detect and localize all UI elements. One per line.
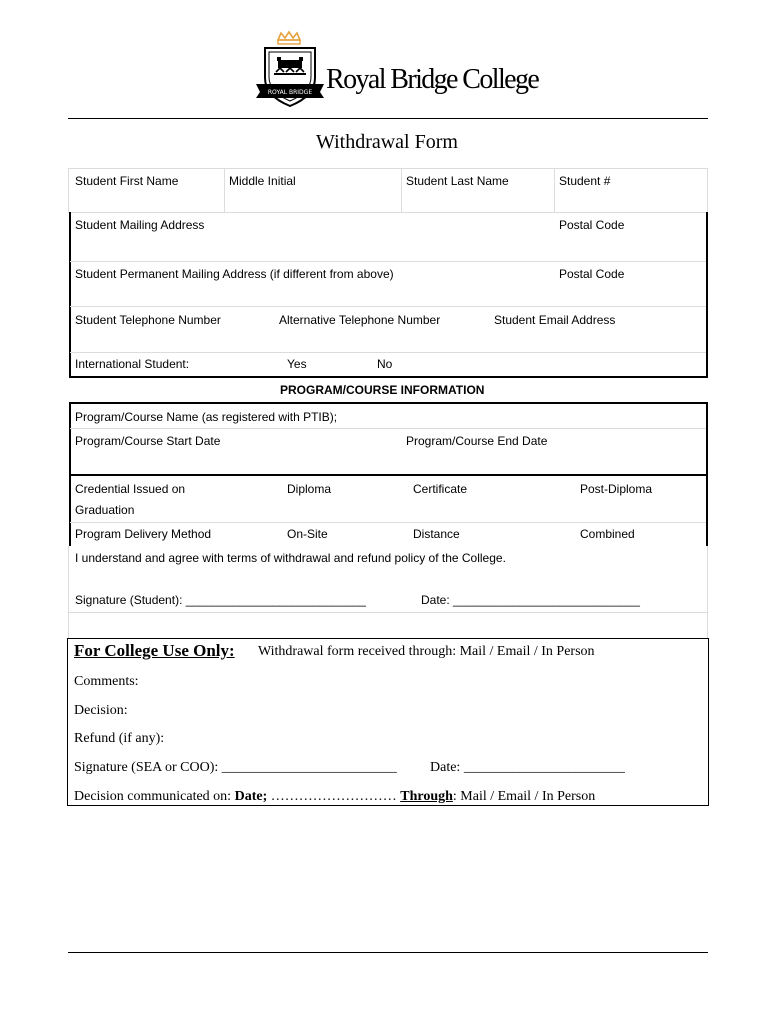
postal-code-label-2: Postal Code — [559, 267, 625, 281]
credential-label-line2: Graduation — [75, 503, 135, 517]
college-name: Royal Bridge College — [326, 64, 539, 95]
top-rule — [68, 118, 708, 119]
credential-certificate-option[interactable]: Certificate — [413, 482, 468, 496]
postal-code-label-1: Postal Code — [559, 218, 625, 232]
course-end-date-label: Program/Course End Date — [406, 434, 548, 448]
communicated-date-label: Date; — [234, 789, 268, 804]
delivery-combined-option[interactable]: Combined — [580, 527, 635, 541]
crest-icon — [250, 30, 330, 110]
course-name-label: Program/Course Name (as registered with PTIB); — [75, 410, 338, 424]
course-start-date-label: Program/Course Start Date — [75, 434, 221, 448]
credential-post-diploma-option[interactable]: Post-Diploma — [580, 482, 653, 496]
alt-telephone-label: Alternative Telephone Number — [279, 313, 441, 327]
communicated-date-dots[interactable]: ……………………… — [270, 789, 397, 804]
international-yes-option[interactable]: Yes — [287, 357, 307, 371]
student-signature-date-field[interactable]: Date: ____________________________ — [421, 593, 640, 607]
through-label: Through — [400, 789, 453, 804]
credential-label-line1: Credential Issued on — [75, 482, 186, 496]
email-label: Student Email Address — [494, 313, 616, 327]
communicated-label: Decision communicated on: — [74, 789, 232, 804]
comments-label: Comments: — [74, 674, 139, 689]
logo-ribbon-text: ROYAL BRIDGE — [267, 89, 313, 96]
student-number-label: Student # — [559, 174, 611, 188]
officer-signature-field[interactable]: Signature (SEA or COO): _________________________ — [74, 760, 397, 775]
international-student-label: International Student: — [75, 357, 190, 371]
college-logo — [250, 30, 330, 110]
mailing-address-label: Student Mailing Address — [75, 218, 205, 232]
received-through-text: Withdrawal form received through: Mail / Email / In Person — [258, 644, 595, 659]
refund-label: Refund (if any): — [74, 731, 165, 746]
permanent-address-label: Student Permanent Mailing Address (if different from above) — [75, 267, 394, 281]
telephone-label: Student Telephone Number — [75, 313, 221, 327]
program-section-heading: PROGRAM/COURSE INFORMATION — [280, 383, 485, 397]
form-title: Withdrawal Form — [316, 131, 458, 153]
agreement-statement: I understand and agree with terms of withdrawal and refund policy of the College. — [75, 551, 506, 565]
credential-diploma-option[interactable]: Diploma — [287, 482, 332, 496]
delivery-distance-option[interactable]: Distance — [413, 527, 460, 541]
international-no-option[interactable]: No — [377, 357, 393, 371]
middle-initial-label: Middle Initial — [229, 174, 296, 188]
through-options: : Mail / Email / In Person — [452, 789, 596, 804]
bottom-rule — [68, 952, 708, 953]
college-use-title: For College Use Only: — [74, 641, 235, 660]
college-use-box — [67, 638, 709, 806]
student-signature-field[interactable]: Signature (Student): ___________________________ — [75, 593, 366, 607]
delivery-method-label: Program Delivery Method — [75, 527, 212, 541]
student-last-name-label: Student Last Name — [406, 174, 509, 188]
decision-communicated-row — [74, 789, 595, 805]
decision-label: Decision: — [74, 703, 128, 718]
officer-signature-date-field[interactable]: Date: _______________________ — [430, 760, 625, 775]
student-first-name-label: Student First Name — [75, 174, 179, 188]
delivery-on-site-option[interactable]: On-Site — [287, 527, 328, 541]
